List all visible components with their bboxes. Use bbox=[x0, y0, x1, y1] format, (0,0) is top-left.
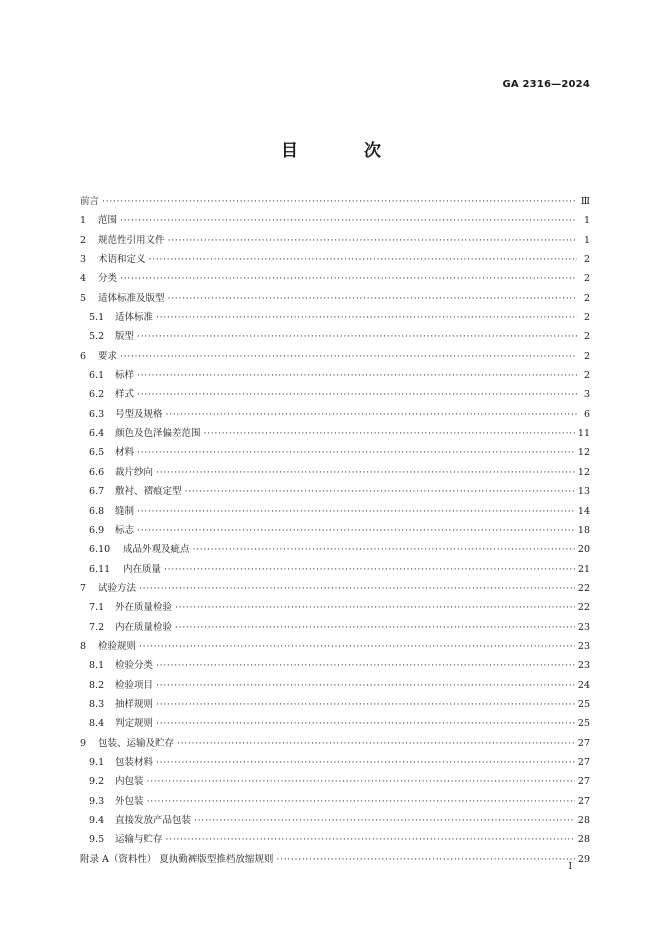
toc-entry-number: 9.1 bbox=[89, 756, 105, 768]
toc-entry-label: 标样 bbox=[115, 370, 135, 382]
toc-entry-label: 包装材料 bbox=[115, 756, 154, 768]
toc-entry[interactable] bbox=[80, 637, 590, 656]
toc-entry-number: 6 bbox=[80, 350, 87, 362]
toc-entry[interactable] bbox=[80, 424, 590, 443]
toc-entry-label: 标志 bbox=[115, 524, 135, 536]
toc-entry[interactable] bbox=[80, 753, 590, 772]
toc-leader-dots bbox=[149, 250, 577, 269]
toc-entry-number: 9.2 bbox=[89, 776, 105, 788]
toc-entry-label: 适体标准 bbox=[115, 312, 154, 324]
toc-leader-dots bbox=[156, 695, 575, 714]
toc-entry-page: 14 bbox=[577, 505, 590, 517]
toc-entry[interactable] bbox=[80, 560, 590, 579]
toc-entry-page: 25 bbox=[577, 718, 590, 730]
toc-entry[interactable] bbox=[80, 308, 590, 327]
toc-entry-page: 13 bbox=[577, 486, 590, 498]
toc-entry-page: 2 bbox=[583, 292, 590, 304]
toc-leader-dots bbox=[137, 521, 575, 540]
toc-entry-label: 运输与贮存 bbox=[115, 834, 163, 846]
toc-entry-label: 检验规则 bbox=[98, 640, 137, 652]
toc-entry-label: 缝制 bbox=[115, 505, 135, 517]
toc-entry[interactable] bbox=[80, 269, 590, 288]
toc-entry-label: 颜色及色泽偏差范围 bbox=[115, 428, 201, 440]
toc-entry-number: 5 bbox=[80, 292, 87, 304]
toc-entry-page: 6 bbox=[583, 408, 590, 420]
toc-leader-dots bbox=[137, 502, 575, 521]
toc-entry-page: 2 bbox=[583, 350, 590, 362]
toc-entry-label: 规范性引用文件 bbox=[98, 234, 165, 246]
toc-entry-number: 6.10 bbox=[89, 544, 111, 556]
toc-leader-dots bbox=[139, 579, 575, 598]
table-of-contents bbox=[80, 192, 590, 869]
toc-entry-number: 8.4 bbox=[89, 718, 105, 730]
toc-entry-label: 试验方法 bbox=[98, 582, 137, 594]
toc-entry-label: 直接发放产品包装 bbox=[115, 815, 192, 826]
toc-entry-number: 6.1 bbox=[89, 370, 105, 382]
toc-entry-number: 8.1 bbox=[89, 660, 105, 672]
toc-entry-number: 8.2 bbox=[89, 679, 105, 691]
toc-entry-page: 24 bbox=[577, 679, 590, 691]
toc-leader-dots bbox=[175, 618, 575, 637]
toc-leader-dots bbox=[168, 231, 577, 250]
toc-entry-label: 敷衬、褶痕定型 bbox=[115, 486, 182, 498]
toc-entry-page: 22 bbox=[577, 602, 590, 614]
toc-entry-number: 6.9 bbox=[89, 524, 105, 536]
toc-entry[interactable] bbox=[80, 327, 590, 346]
toc-entry-page: 12 bbox=[577, 466, 590, 478]
toc-leader-dots bbox=[120, 269, 577, 288]
toc-entry-number: 7.2 bbox=[89, 621, 105, 633]
toc-entry-number: 6.4 bbox=[89, 428, 105, 440]
toc-entry-page: 27 bbox=[577, 737, 590, 749]
toc-leader-dots bbox=[166, 405, 577, 424]
toc-leader-dots bbox=[156, 308, 577, 327]
toc-entry-label: 外在质量检验 bbox=[115, 602, 173, 614]
toc-leader-dots bbox=[177, 734, 575, 753]
toc-entry-label: 分类 bbox=[98, 273, 118, 285]
toc-entry[interactable] bbox=[80, 811, 590, 830]
toc-entry-page: 23 bbox=[577, 660, 590, 672]
toc-entry-label: 适体标准及版型 bbox=[98, 292, 165, 304]
toc-entry-page: 27 bbox=[577, 795, 590, 807]
toc-leader-dots bbox=[147, 772, 575, 791]
toc-entry-label: 包装、运输及贮存 bbox=[98, 737, 175, 749]
toc-entry-label: 内在质量 bbox=[123, 563, 162, 575]
toc-entry[interactable] bbox=[80, 289, 590, 308]
toc-entry-number: 9.5 bbox=[89, 834, 105, 846]
toc-entry-number: 8.3 bbox=[89, 698, 105, 710]
toc-entry[interactable] bbox=[80, 521, 590, 540]
toc-entry[interactable] bbox=[80, 405, 590, 424]
toc-entry-page: 12 bbox=[577, 447, 590, 459]
toc-entry[interactable] bbox=[80, 714, 590, 733]
toc-entry-page: 20 bbox=[577, 544, 590, 556]
toc-entry-number: 8 bbox=[80, 640, 87, 652]
toc-entry[interactable] bbox=[80, 792, 590, 811]
toc-leader-dots bbox=[137, 443, 575, 462]
toc-entry-label: 内在质量检验 bbox=[115, 621, 173, 633]
toc-entry[interactable] bbox=[80, 482, 590, 501]
toc-entry[interactable] bbox=[80, 676, 590, 695]
page-title: 目 次 bbox=[281, 141, 411, 161]
toc-leader-dots bbox=[175, 598, 575, 617]
toc-leader-dots bbox=[137, 385, 577, 404]
toc-entry-number: 1 bbox=[80, 215, 87, 227]
toc-entry-number: 6.3 bbox=[89, 408, 105, 420]
toc-entry[interactable] bbox=[80, 443, 590, 462]
toc-leader-dots bbox=[120, 211, 577, 230]
toc-entry-label: 判定规则 bbox=[115, 718, 154, 730]
toc-entry-number: 4 bbox=[80, 273, 87, 285]
toc-entry-number: 6.11 bbox=[89, 563, 111, 575]
toc-entry-page: 18 bbox=[577, 524, 590, 536]
toc-entry-label: 检验分类 bbox=[115, 660, 154, 672]
toc-entry-number: 2 bbox=[80, 234, 87, 246]
toc-entry-number: 6.8 bbox=[89, 505, 105, 517]
toc-leader-dots bbox=[156, 656, 575, 675]
toc-entry-number: 7 bbox=[80, 582, 87, 594]
toc-entry-label: 前言 bbox=[80, 196, 100, 207]
toc-entry[interactable] bbox=[80, 231, 590, 250]
toc-entry-label: 号型及规格 bbox=[115, 408, 163, 420]
toc-entry[interactable] bbox=[80, 540, 590, 559]
toc-entry-page: 23 bbox=[577, 621, 590, 633]
toc-entry-page: 2 bbox=[583, 370, 590, 382]
toc-entry[interactable] bbox=[80, 250, 590, 269]
toc-entry[interactable] bbox=[80, 579, 590, 598]
toc-leader-dots bbox=[204, 424, 575, 443]
toc-entry[interactable] bbox=[80, 830, 590, 849]
toc-entry-number: 6.7 bbox=[89, 486, 105, 498]
toc-entry[interactable] bbox=[80, 211, 590, 230]
toc-entry-number: 6.5 bbox=[89, 447, 105, 459]
toc-leader-dots bbox=[156, 463, 575, 482]
toc-entry-page: 28 bbox=[577, 834, 590, 846]
toc-leader-dots bbox=[276, 850, 575, 869]
toc-entry-label: 内包装 bbox=[115, 776, 144, 788]
toc-entry-page: 2 bbox=[583, 254, 590, 266]
toc-leader-dots bbox=[156, 753, 575, 772]
toc-entry-page: 27 bbox=[577, 776, 590, 788]
toc-entry-page: 25 bbox=[577, 698, 590, 710]
toc-leader-dots bbox=[193, 540, 575, 559]
toc-leader-dots bbox=[166, 830, 575, 849]
toc-entry-number: 5.2 bbox=[89, 331, 105, 343]
toc-entry[interactable] bbox=[80, 734, 590, 753]
toc-entry[interactable] bbox=[80, 598, 590, 617]
toc-entry[interactable] bbox=[80, 502, 590, 521]
toc-entry-label: 版型 bbox=[115, 331, 135, 343]
document-code: GA 2316—2024 bbox=[502, 79, 590, 90]
toc-entry-number: 6.2 bbox=[89, 389, 105, 401]
toc-leader-dots bbox=[139, 637, 575, 656]
toc-entry-label: 附录 A（资料性） 夏执勤裤版型推档放缩规则 bbox=[80, 853, 274, 865]
toc-entry[interactable] bbox=[80, 656, 590, 675]
toc-entry[interactable] bbox=[80, 463, 590, 482]
toc-leader-dots bbox=[147, 792, 575, 811]
toc-entry-page: 27 bbox=[577, 756, 590, 768]
toc-leader-dots bbox=[137, 366, 577, 385]
toc-entry-label: 外包装 bbox=[115, 795, 144, 807]
toc-entry-label: 检验项目 bbox=[115, 679, 154, 691]
toc-leader-dots bbox=[120, 347, 577, 366]
toc-entry-label: 术语和定义 bbox=[98, 254, 146, 266]
page-number: I bbox=[568, 862, 572, 872]
toc-leader-dots bbox=[156, 676, 575, 695]
toc-entry-page: 23 bbox=[577, 640, 590, 652]
toc-entry-page: 3 bbox=[583, 389, 590, 401]
toc-entry-page: 1 bbox=[583, 215, 590, 227]
toc-entry-page: 2 bbox=[583, 331, 590, 343]
toc-leader-dots bbox=[102, 192, 577, 211]
toc-entry-page: 11 bbox=[577, 428, 590, 440]
toc-leader-dots bbox=[164, 560, 575, 579]
toc-entry-number: 5.1 bbox=[89, 312, 105, 324]
toc-entry[interactable] bbox=[80, 695, 590, 714]
toc-leader-dots bbox=[156, 714, 575, 733]
toc-entry-number: 9.4 bbox=[89, 815, 105, 826]
toc-entry-number: 9 bbox=[80, 737, 87, 749]
toc-entry-number: 3 bbox=[80, 254, 87, 266]
toc-entry[interactable] bbox=[80, 618, 590, 637]
toc-entry-page: 2 bbox=[583, 312, 590, 324]
toc-leader-dots bbox=[168, 289, 577, 308]
toc-entry-page: Ⅲ bbox=[580, 196, 590, 207]
toc-entry-number: 6.6 bbox=[89, 466, 105, 478]
toc-entry-label: 样式 bbox=[115, 389, 135, 401]
toc-entry[interactable] bbox=[80, 772, 590, 791]
toc-leader-dots bbox=[194, 811, 575, 830]
toc-entry-page: 29 bbox=[577, 853, 590, 865]
toc-entry-page: 28 bbox=[577, 815, 590, 826]
toc-entry-label: 范围 bbox=[98, 215, 118, 227]
toc-entry[interactable] bbox=[80, 192, 590, 211]
toc-entry[interactable] bbox=[80, 850, 590, 869]
toc-entry[interactable] bbox=[80, 385, 590, 404]
toc-entry-label: 裁片纱向 bbox=[115, 466, 154, 478]
toc-entry[interactable] bbox=[80, 347, 590, 366]
toc-entry-page: 22 bbox=[577, 582, 590, 594]
toc-entry-label: 成品外观及疵点 bbox=[123, 544, 190, 556]
toc-entry-page: 2 bbox=[583, 273, 590, 285]
toc-entry-label: 抽样规则 bbox=[115, 698, 154, 710]
toc-entry-label: 材料 bbox=[115, 447, 135, 459]
toc-entry[interactable] bbox=[80, 366, 590, 385]
toc-leader-dots bbox=[185, 482, 575, 501]
toc-entry-number: 7.1 bbox=[89, 602, 105, 614]
toc-entry-page: 21 bbox=[577, 563, 590, 575]
toc-entry-label: 要求 bbox=[98, 350, 118, 362]
toc-entry-page: 1 bbox=[583, 234, 590, 246]
toc-leader-dots bbox=[137, 327, 577, 346]
toc-entry-number: 9.3 bbox=[89, 795, 105, 807]
